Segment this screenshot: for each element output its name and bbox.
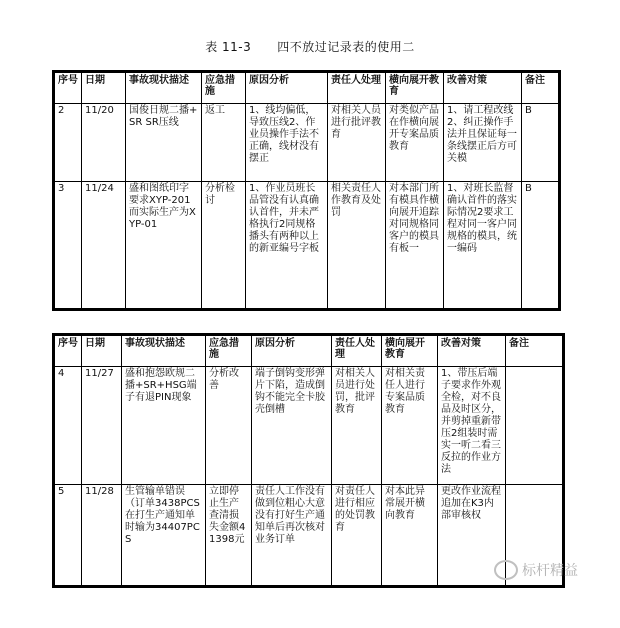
cell-cause: 1、线均偏低，导致压线2、作业员操作手法不正确，线材没有摆正 xyxy=(246,104,328,182)
table-row xyxy=(54,367,564,485)
table-row xyxy=(54,485,564,587)
cell-note xyxy=(506,367,564,485)
cell-event: 国俊日规二播+SR SR压线 xyxy=(126,104,202,182)
cell-event: 生管输单错误（订单3438PCS在打生产通知单时输为34407PCS xyxy=(122,485,206,587)
header-improve: 改善对策 xyxy=(438,335,506,367)
header-emergency: 应急措施 xyxy=(206,335,252,367)
cell-handling: 对相关人员进行批评教育 xyxy=(328,104,386,182)
cell-cause: 责任人工作没有做到位粗心大意没有打好生产通知单后再次核对业务订单 xyxy=(252,485,332,587)
header-cause: 原因分析 xyxy=(246,72,328,104)
watermark-text: 标杆精益 xyxy=(522,563,578,579)
header-note: 备注 xyxy=(506,335,564,367)
cell-horizontal: 对本部门所有模具作横向展开追踪对同规格同客户的模具有板一 xyxy=(386,182,444,310)
header-date: 日期 xyxy=(82,335,122,367)
cell-emergency: 返工 xyxy=(202,104,246,182)
header-seq: 序号 xyxy=(54,335,82,367)
header-event: 事故现状描述 xyxy=(126,72,202,104)
table-header-row xyxy=(54,335,564,367)
cell-event: 盛和图纸印字要求XYP-201而实际生产为XYP-01 xyxy=(126,182,202,310)
cell-emergency: 分析检讨 xyxy=(202,182,246,310)
record-table-1 xyxy=(52,70,561,311)
cell-event: 盛和抱怨欧规二播+SR+HSG端子有退PIN现象 xyxy=(122,367,206,485)
header-date: 日期 xyxy=(82,72,126,104)
cell-date: 11/27 xyxy=(82,367,122,485)
header-cause: 原因分析 xyxy=(252,335,332,367)
cell-handling: 对相关人员进行处罚，批评教育 xyxy=(332,367,382,485)
cell-improve: 1、请工程改线2、纠正操作手法并且保证每一条线摆正后方可关模 xyxy=(444,104,522,182)
header-horizontal: 横向展开教育 xyxy=(382,335,438,367)
cell-note: B xyxy=(522,104,560,182)
header-seq: 序号 xyxy=(54,72,82,104)
cell-cause: 端子倒钩变形弹片下陷，造成倒钩不能完全卡胶壳倒槽 xyxy=(252,367,332,485)
cell-handling: 相关责任人作教育及处罚 xyxy=(328,182,386,310)
cell-seq: 4 xyxy=(54,367,82,485)
header-handling: 责任人处理 xyxy=(328,72,386,104)
wechat-logo-icon xyxy=(494,560,518,580)
header-note: 备注 xyxy=(522,72,560,104)
watermark xyxy=(494,560,578,580)
caption-text: 四不放过记录表的使用二 xyxy=(277,40,415,54)
cell-improve: 更改作业流程追加在K3内部审核权 xyxy=(438,485,506,587)
caption-number: 表 11-3 xyxy=(205,40,252,54)
cell-seq: 3 xyxy=(54,182,82,310)
table-header-row xyxy=(54,72,560,104)
table-caption xyxy=(0,38,620,55)
cell-note: B xyxy=(522,182,560,310)
header-handling: 责任人处理 xyxy=(332,335,382,367)
cell-date: 11/24 xyxy=(82,182,126,310)
cell-improve: 1、对班长监督确认首件的落实际情况2要求工程对同一客户同规格的模具，统一编码 xyxy=(444,182,522,310)
header-event: 事故现状描述 xyxy=(122,335,206,367)
cell-cause: 1、作业员班长品管没有认真确认首件，并未严格执行2同规格播头有两种以上的新亚编号字板 xyxy=(246,182,328,310)
cell-date: 11/28 xyxy=(82,485,122,587)
table-row xyxy=(54,182,560,310)
header-horizontal: 横向展开教育 xyxy=(386,72,444,104)
cell-emergency: 分析改善 xyxy=(206,367,252,485)
table-row xyxy=(54,104,560,182)
header-improve: 改善对策 xyxy=(444,72,522,104)
cell-horizontal: 对本此异常展开横向教育 xyxy=(382,485,438,587)
record-table-2 xyxy=(52,333,565,588)
cell-emergency: 立即停止生产查清损失金额41398元 xyxy=(206,485,252,587)
cell-improve: 1、带压后端子要求作外观全检，对不良品及时区分，并剪掉重新带压2组装时需实一听二看三反拉的作业方法 xyxy=(438,367,506,485)
cell-seq: 5 xyxy=(54,485,82,587)
cell-horizontal: 对相关责任人进行专案品质教育 xyxy=(382,367,438,485)
cell-date: 11/20 xyxy=(82,104,126,182)
header-emergency: 应急措施 xyxy=(202,72,246,104)
cell-horizontal: 对类似产品在作横向展开专案品质教育 xyxy=(386,104,444,182)
cell-seq: 2 xyxy=(54,104,82,182)
cell-handling: 对责任人进行相应的处罚教育 xyxy=(332,485,382,587)
